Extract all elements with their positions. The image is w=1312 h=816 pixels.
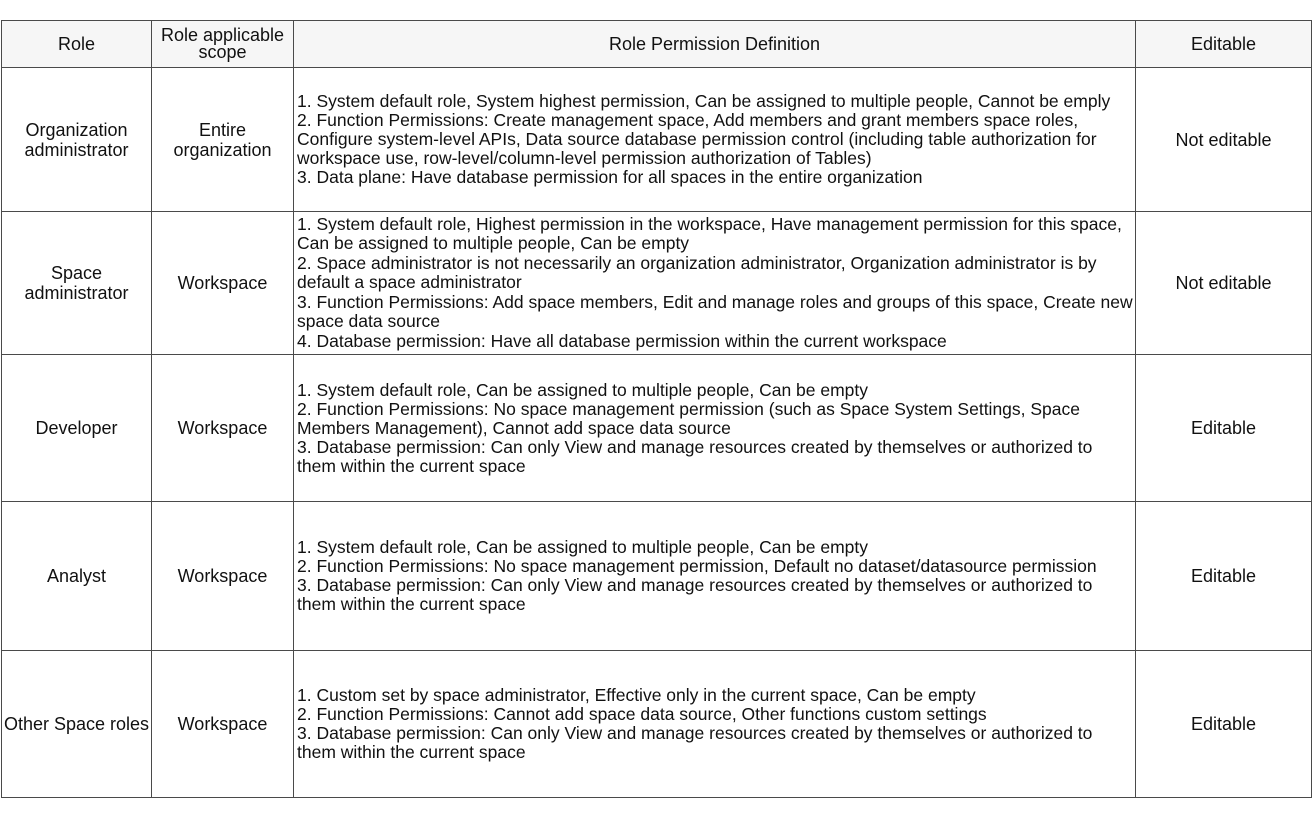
definition-line: 2. Function Permissions: No space management permission (such as Space System Settings, Space Members Management), Cannot add space data source <box>297 398 1081 438</box>
definition-line: 3. Database permission: Can only View and manage resources created by themselves or authorized to them within the current space <box>297 436 1093 476</box>
header-definition: Role Permission Definition <box>294 21 1136 68</box>
cell-definition <box>294 355 1136 502</box>
definition-line: 3. Database permission: Can only View and manage resources created by themselves or authorized to them within the current space <box>297 575 1093 614</box>
cell-scope: Entire organization <box>152 68 294 212</box>
cell-definition <box>294 212 1136 355</box>
cell-role: Developer <box>2 355 152 502</box>
table-body <box>2 68 1312 798</box>
table-row <box>2 68 1312 212</box>
definition-line: 1. System default role, Can be assigned to multiple people, Can be empty <box>297 379 869 400</box>
cell-definition <box>294 502 1136 651</box>
table-row <box>2 651 1312 798</box>
header-row <box>2 21 1312 68</box>
cell-editable: Not editable <box>1136 212 1312 355</box>
header-role: Role <box>2 21 152 68</box>
cell-role: Other Space roles <box>2 651 152 798</box>
cell-editable: Editable <box>1136 502 1312 651</box>
cell-scope: Workspace <box>152 502 294 651</box>
definition-line: 2. Space administrator is not necessarily an organization administrator, Organization administrator is by default a space administrator <box>297 252 1097 293</box>
definition-line: 3. Database permission: Can only View and manage resources created by themselves or authorized to them within the current space <box>297 723 1093 762</box>
header-scope-label: Role applicable scope <box>160 25 285 62</box>
definition-line: 4. Database permission: Have all database permission within the current workspace <box>297 330 947 351</box>
cell-scope: Workspace <box>152 651 294 798</box>
cell-role: Space administrator <box>2 212 152 355</box>
definition-line: 2. Function Permissions: Create management space, Add members and grant members space roles, Configure system-level APIs, Data source database permission control (including table authorization for workspace use, row-level/column-level permission authorization of Tables) <box>297 110 1097 168</box>
definition-line: 1. System default role, Can be assigned to multiple people, Can be empty <box>297 537 869 557</box>
cell-editable: Editable <box>1136 355 1312 502</box>
table-header <box>2 21 1312 68</box>
cell-scope: Workspace <box>152 212 294 355</box>
cell-definition <box>294 68 1136 212</box>
cell-editable: Not editable <box>1136 68 1312 212</box>
table-row <box>2 355 1312 502</box>
cell-scope: Workspace <box>152 355 294 502</box>
table-row <box>2 212 1312 355</box>
cell-role: Organization administrator <box>2 68 152 212</box>
cell-editable: Editable <box>1136 651 1312 798</box>
cell-definition <box>294 651 1136 798</box>
definition-line: 2. Function Permissions: No space management permission, Default no dataset/datasource permission <box>297 556 1097 576</box>
definition-line: 1. System default role, System highest permission, Can be assigned to multiple people, Cannot be emply <box>297 91 1111 111</box>
role-permission-table <box>1 20 1312 798</box>
table-row <box>2 502 1312 651</box>
cell-role: Analyst <box>2 502 152 651</box>
definition-line: 1. System default role, Highest permission in the workspace, Have management permission for this space, Can be assigned to multiple people, Can be empty <box>297 213 1122 254</box>
header-scope <box>152 21 294 68</box>
definition-line: 2. Function Permissions: Cannot add space data source, Other functions custom settings <box>297 704 987 724</box>
definition-line: 3. Data plane: Have database permission for all spaces in the entire organization <box>297 167 923 187</box>
definition-line: 3. Function Permissions: Add space members, Edit and manage roles and groups of this space, Create new space data source <box>297 291 1133 332</box>
header-editable: Editable <box>1136 21 1312 68</box>
definition-line: 1. Custom set by space administrator, Effective only in the current space, Can be empty <box>297 685 976 705</box>
